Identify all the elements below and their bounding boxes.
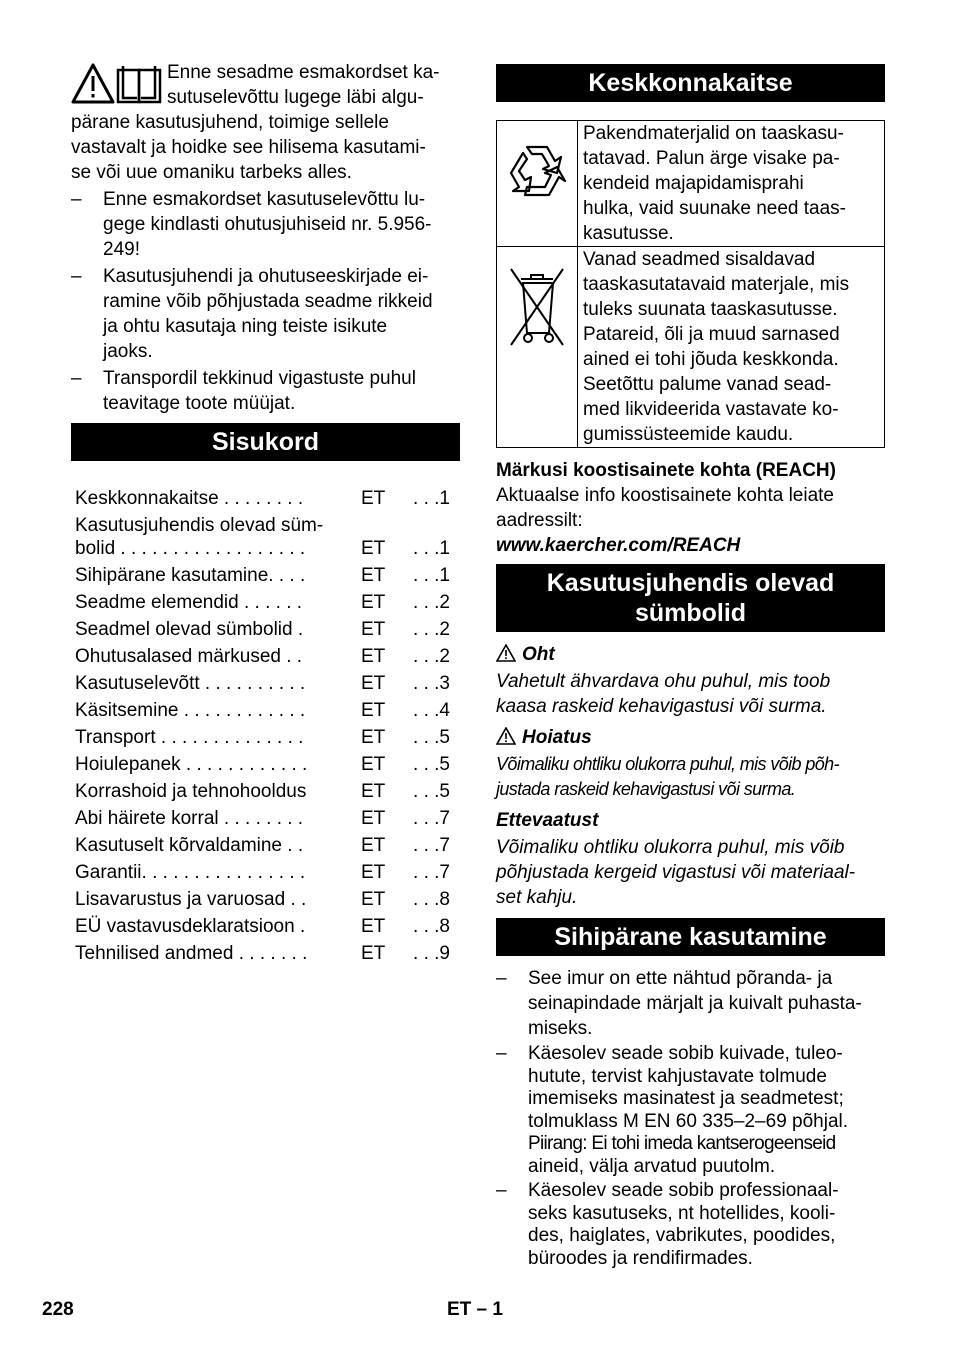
item-line: ja ohtu kasutaja ning teiste isikute	[103, 316, 388, 337]
left-column	[71, 60, 460, 965]
toc-lang: ET	[361, 754, 386, 775]
warning-and-manual-icon	[71, 62, 163, 106]
warning-label: Hoiatus	[522, 727, 592, 748]
intro-line: se või uue omaniku tarbeks alles.	[71, 162, 352, 183]
toc-title-line: Hoiulepanek . . . . . . . . . . . .	[75, 754, 308, 775]
toc-title[interactable]	[71, 668, 361, 695]
cell-line: Patareid, õli ja muud sarnased	[583, 324, 840, 345]
item-line: büroodes ja rendifirmades.	[528, 1247, 753, 1269]
toc-page: . . .7	[413, 808, 450, 829]
toc-page: . . .8	[413, 916, 450, 937]
list-item	[496, 966, 885, 1041]
cell-line: hulka, vaid suunake need taas-	[583, 198, 847, 219]
caution-line: Võimaliku ohtliku olukorra puhul, mis võib	[496, 837, 845, 858]
list-item	[71, 366, 460, 416]
cell-line: tatavad. Palun ärge visake pa-	[583, 148, 840, 169]
toc-title[interactable]	[71, 749, 361, 776]
toc-row[interactable]	[71, 695, 460, 722]
toc-lang: ET	[361, 538, 386, 559]
toc-title[interactable]	[71, 857, 361, 884]
warning-line: Võimaliku ohtliku olukorra puhul, mis võib põh-	[496, 754, 839, 774]
toc-lang: ET	[361, 943, 386, 964]
reach-url: www.kaercher.com/REACH	[496, 535, 741, 556]
item-line: jaoks.	[103, 341, 153, 362]
table-row	[497, 247, 885, 448]
intro-block	[71, 60, 460, 185]
toc-title-line: EÜ vastavusdeklaratsioon .	[75, 916, 306, 937]
toc-title-line: Seadme elemendid . . . . . .	[75, 592, 303, 613]
toc-title[interactable]	[71, 722, 361, 749]
icon-cell	[497, 247, 578, 448]
toc-row[interactable]	[71, 587, 460, 614]
toc-title[interactable]	[71, 641, 361, 668]
list-item	[496, 1043, 885, 1178]
cell-line: Pakendmaterjalid on taaskasu-	[583, 123, 844, 144]
warning-label-row	[496, 725, 885, 750]
intro-line: pärane kasutusjuhend, toimige sellele	[71, 112, 389, 133]
item-line: seks kasutuseks, nt hotellides, kooli-	[528, 1202, 836, 1224]
toc-row[interactable]	[71, 668, 460, 695]
cell-line: taaskasutatavaid materjale, mis	[583, 274, 850, 295]
environment-table	[496, 120, 885, 448]
toc-page: . . .5	[413, 781, 450, 802]
item-line: Transpordil tekkinud vigastuste puhul	[103, 368, 416, 389]
symbols-heading	[496, 564, 885, 632]
toc-page: . . .7	[413, 835, 450, 856]
toc-lang: ET	[361, 646, 386, 667]
item-line: miseks.	[528, 1018, 593, 1039]
toc-page: . . .2	[413, 619, 450, 640]
toc-page: . . .4	[413, 700, 450, 721]
warning-block	[496, 725, 885, 802]
item-line: Käesolev seade sobib kuivade, tuleo-	[528, 1043, 843, 1064]
toc-row[interactable]	[71, 938, 460, 965]
item-line: des, haiglates, vabrikutes, poodides,	[528, 1225, 836, 1246]
icon-cell	[497, 121, 578, 247]
toc-row[interactable]	[71, 641, 460, 668]
danger-label-row	[496, 642, 885, 667]
warning-line: justada raskeid kehavigastusi või surma.	[496, 779, 796, 799]
danger-line: kaasa raskeid kehavigastusi või surma.	[496, 696, 827, 717]
toc-title[interactable]	[71, 510, 361, 560]
reach-line: aadressilt:	[496, 510, 583, 531]
toc-title[interactable]	[71, 938, 361, 965]
toc-row[interactable]	[71, 614, 460, 641]
caution-line: põhjustada kergeid vigastusi või materiaal-	[496, 862, 856, 883]
list-item	[71, 264, 460, 364]
danger-line: Vahetult ähvardava ohu puhul, mis toob	[496, 671, 831, 692]
symbols-heading-line: sümbolid	[634, 599, 747, 627]
toc-page: . . .2	[413, 646, 450, 667]
toc-page: . . .1	[413, 538, 450, 559]
item-line: imemiseks masinatest ja seadmetest;	[528, 1088, 844, 1109]
toc-lang: ET	[361, 835, 386, 856]
toc-lang: ET	[361, 565, 386, 586]
toc-lang: ET	[361, 727, 386, 748]
toc-row[interactable]	[71, 560, 460, 587]
toc-title-line: Käsitsemine . . . . . . . . . . . .	[75, 700, 306, 721]
item-line: Enne esmakordset kasutuselevõttu lu-	[103, 189, 426, 210]
cell-line: ained ei tohi jõuda keskkonda.	[583, 349, 839, 370]
intended-use-list	[496, 966, 885, 1270]
toc-lang: ET	[361, 916, 386, 937]
toc-table	[71, 483, 460, 965]
cell-line: Vanad seadmed sisaldavad	[583, 249, 816, 270]
right-column	[496, 64, 885, 1272]
item-line: hutute, tervist kahjustavate tolmude	[528, 1065, 827, 1087]
toc-lang: ET	[361, 619, 386, 640]
toc-title-line: Ohutusalased märkused . .	[75, 646, 303, 667]
environment-heading: Keskkonnakaitse	[496, 64, 885, 102]
warning-triangle-icon	[496, 727, 516, 745]
cell-line: tuleks suunata taaskasutusse.	[583, 299, 838, 320]
item-line: gege kindlasti ohutusjuhiseid nr. 5.956-	[103, 214, 432, 235]
toc-page: . . .5	[413, 754, 450, 775]
toc-lang: ET	[361, 889, 386, 910]
toc-title[interactable]	[71, 884, 361, 911]
toc-row[interactable]	[71, 884, 460, 911]
toc-lang: ET	[361, 862, 386, 883]
item-line: tolmuklass M EN 60 335–2–69 põhjal.	[528, 1110, 849, 1132]
intro-line: Enne sesadme esmakordset ka-	[167, 62, 440, 83]
item-line: See imur on ette nähtud põranda- ja	[528, 968, 833, 989]
danger-label: Oht	[522, 644, 555, 665]
toc-title-line: Kasutuselevõtt . . . . . . . . . .	[75, 673, 306, 694]
item-line: Käesolev seade sobib professionaal-	[528, 1180, 839, 1201]
reach-block	[496, 458, 885, 558]
cell-line: kendeid majapidamisprahi	[583, 173, 804, 194]
item-line: Piirang: Ei tohi imeda kantserogeenseid	[528, 1133, 836, 1154]
toc-page: . . .8	[413, 889, 450, 910]
toc-row[interactable]	[71, 722, 460, 749]
toc-lang: ET	[361, 592, 386, 613]
item-line: teavitage toote müüjat.	[103, 393, 296, 414]
toc-row[interactable]	[71, 857, 460, 884]
item-line: 249!	[103, 239, 140, 260]
warning-triangle-icon	[496, 644, 516, 662]
recycle-icon	[497, 133, 577, 213]
intro-line: vastavalt ja hoidke see hilisema kasutami-	[71, 137, 426, 158]
toc-row[interactable]	[71, 803, 460, 830]
toc-title-line: Keskkonnakaitse . . . . . . . .	[75, 488, 304, 509]
toc-title[interactable]	[71, 587, 361, 614]
toc-lang: ET	[361, 488, 386, 509]
intended-use-heading: Sihipärane kasutamine	[496, 918, 885, 956]
cell-line: kasutusse.	[583, 223, 674, 244]
item-line: ramine võib põhjustada seadme rikkeid	[103, 291, 433, 312]
caution-line: set kahju.	[496, 887, 578, 908]
notes-list	[71, 187, 460, 416]
cell-line: Seetõttu palume vanad sead-	[583, 374, 832, 395]
warning-triangle-icon	[73, 65, 113, 102]
toc-title-line: bolid . . . . . . . . . . . . . . . . . .	[75, 538, 306, 559]
dash-bullet: –	[71, 368, 82, 389]
toc-page: . . .3	[413, 673, 450, 694]
toc-title-line: Korrashoid ja tehnohooldus	[75, 781, 307, 802]
dash-bullet: –	[496, 1180, 507, 1201]
dash-bullet: –	[71, 266, 82, 287]
toc-title[interactable]	[71, 560, 361, 587]
toc-title-line: Kasutusjuhendis olevad süm-	[75, 515, 324, 536]
toc-row[interactable]	[71, 830, 460, 857]
dash-bullet: –	[496, 968, 507, 989]
toc-page: . . .1	[413, 488, 450, 509]
toc-title[interactable]	[71, 483, 361, 510]
toc-heading: Sisukord	[71, 423, 460, 461]
symbols-heading-line: Kasutusjuhendis olevad	[546, 569, 835, 597]
page-number: 228	[42, 1299, 74, 1320]
crossed-bin-icon	[497, 261, 577, 351]
toc-title[interactable]	[71, 614, 361, 641]
toc-title[interactable]	[71, 911, 361, 938]
list-item	[496, 1180, 885, 1270]
toc-lang: ET	[361, 781, 386, 802]
toc-row[interactable]	[71, 776, 460, 803]
toc-title[interactable]	[71, 803, 361, 830]
text-cell	[578, 121, 885, 247]
toc-title-line: Sihipärane kasutamine. . . .	[75, 565, 306, 586]
toc-page: . . .9	[413, 943, 450, 964]
toc-row[interactable]	[71, 911, 460, 938]
text-cell	[578, 247, 885, 448]
book-icon	[118, 66, 160, 102]
toc-title[interactable]	[71, 776, 361, 803]
cell-line: gumissüsteemide kaudu.	[583, 424, 794, 445]
toc-title-line: Lisavarustus ja varuosad . .	[75, 889, 307, 910]
toc-lang: ET	[361, 673, 386, 694]
cell-line: med likvideerida vastavate ko-	[583, 399, 839, 420]
toc-lang: ET	[361, 808, 386, 829]
toc-lang: ET	[361, 700, 386, 721]
dash-bullet: –	[71, 189, 82, 210]
toc-title[interactable]	[71, 695, 361, 722]
toc-page: . . .2	[413, 592, 450, 613]
caution-block	[496, 808, 885, 910]
toc-title-line: Kasutuselt kõrvaldamine . .	[75, 835, 304, 856]
danger-block	[496, 642, 885, 719]
toc-title-line: Seadmel olevad sümbolid .	[75, 619, 304, 640]
toc-title-line: Tehnilised andmed . . . . . . .	[75, 943, 308, 964]
toc-title-line: Garantii. . . . . . . . . . . . . . . .	[75, 862, 306, 883]
item-line: aineid, välja arvatud puutolm.	[528, 1155, 776, 1177]
table-row	[497, 121, 885, 247]
toc-page: . . .5	[413, 727, 450, 748]
toc-page: . . .1	[413, 565, 450, 586]
dash-bullet: –	[496, 1043, 507, 1064]
list-item	[71, 187, 460, 262]
reach-line: Aktuaalse info koostisainete kohta leiate	[496, 485, 834, 506]
item-line: seinapindade märjalt ja kuivalt puhasta-	[528, 993, 862, 1014]
toc-row[interactable]	[71, 483, 460, 510]
toc-title[interactable]	[71, 830, 361, 857]
caution-label: Ettevaatust	[496, 810, 599, 831]
intro-line: sutuselevõttu lugege läbi algu-	[167, 87, 424, 108]
reach-title: Märkusi koostisainete kohta (REACH)	[496, 460, 836, 481]
toc-row[interactable]	[71, 510, 460, 560]
toc-title-line: Abi häirete korral . . . . . . . .	[75, 808, 304, 829]
toc-title-line: Transport . . . . . . . . . . . . . .	[75, 727, 304, 748]
toc-row[interactable]	[71, 749, 460, 776]
item-line: Kasutusjuhendi ja ohutuseeskirjade ei-	[103, 266, 429, 287]
toc-page: . . .7	[413, 862, 450, 883]
language-page-label: ET – 1	[447, 1299, 503, 1320]
